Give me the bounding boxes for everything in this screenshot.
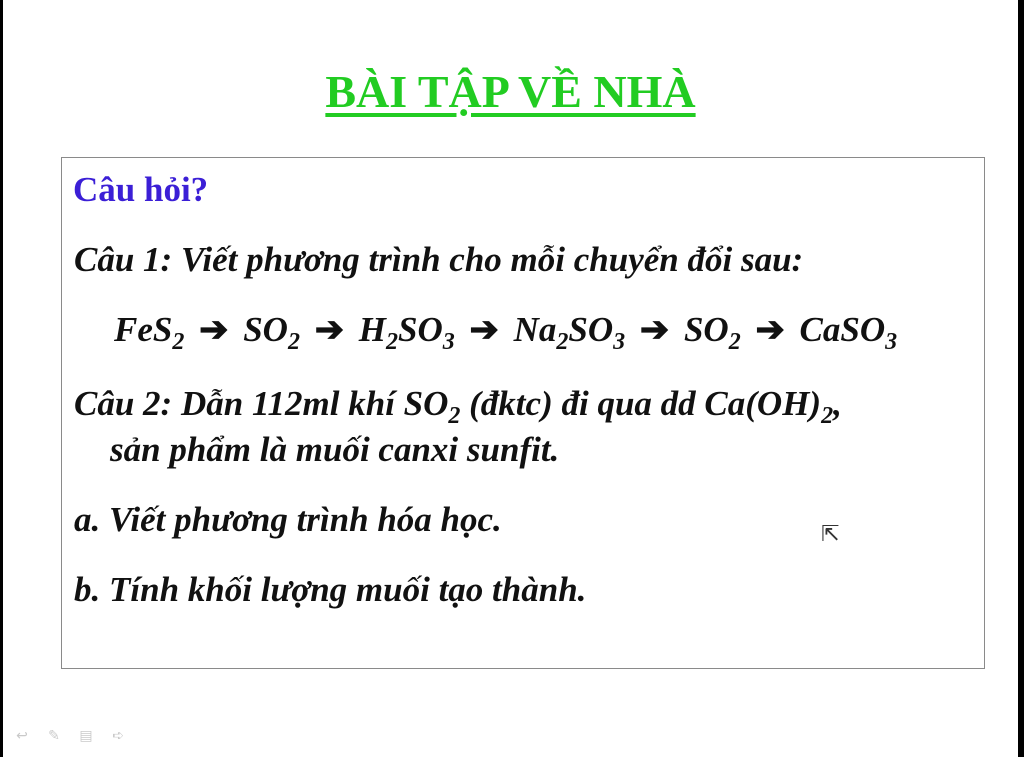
question-2-line-2: sản phẩm là muối canxi sunfit.: [110, 430, 560, 469]
compound-h2so3: $H_2SO_3$: [358, 310, 455, 355]
arrow-right-icon[interactable]: ➪: [112, 728, 124, 744]
arrow-left-icon[interactable]: ↩: [16, 728, 28, 744]
content-box: [61, 157, 985, 669]
arrow-icon: ➔: [639, 310, 670, 349]
arrow-icon: ➔: [199, 310, 229, 349]
compound-caso3: CaSO$_3$: [799, 310, 898, 355]
slide-title: BÀI TẬP VỀ NHÀ: [325, 66, 696, 117]
compound-fes2: FeS$_2$: [114, 310, 185, 355]
question-2: Câu 2: Dẫn 112ml khí $SO_2$ (đktc) đi qua dd $Ca(OH)_2$,: [74, 384, 842, 429]
part-a: a. Viết phương trình hóa học.: [74, 500, 502, 539]
arrow-icon: ➔: [755, 310, 785, 349]
mouse-cursor-icon: ⇱: [821, 522, 840, 547]
slide: [3, 0, 1018, 757]
question-heading: Câu hỏi?: [73, 170, 209, 209]
arrow-icon: ➔: [314, 310, 345, 349]
slideshow-toolbar: [11, 728, 129, 744]
reaction-chain: [114, 308, 898, 355]
arrow-icon: ➔: [469, 310, 499, 349]
question-1: Câu 1: Viết phương trình cho mỗi chuyển đổi sau:: [74, 240, 804, 279]
pen-icon[interactable]: ✎: [48, 728, 60, 744]
compound-so2: $SO_2$: [243, 310, 300, 355]
part-b: b. Tính khối lượng muối tạo thành.: [74, 570, 587, 609]
compound-na2so3: $Na_2SO_3$: [513, 310, 626, 355]
menu-icon[interactable]: ▤: [79, 728, 93, 744]
compound-so2: $SO_2$: [683, 310, 741, 355]
